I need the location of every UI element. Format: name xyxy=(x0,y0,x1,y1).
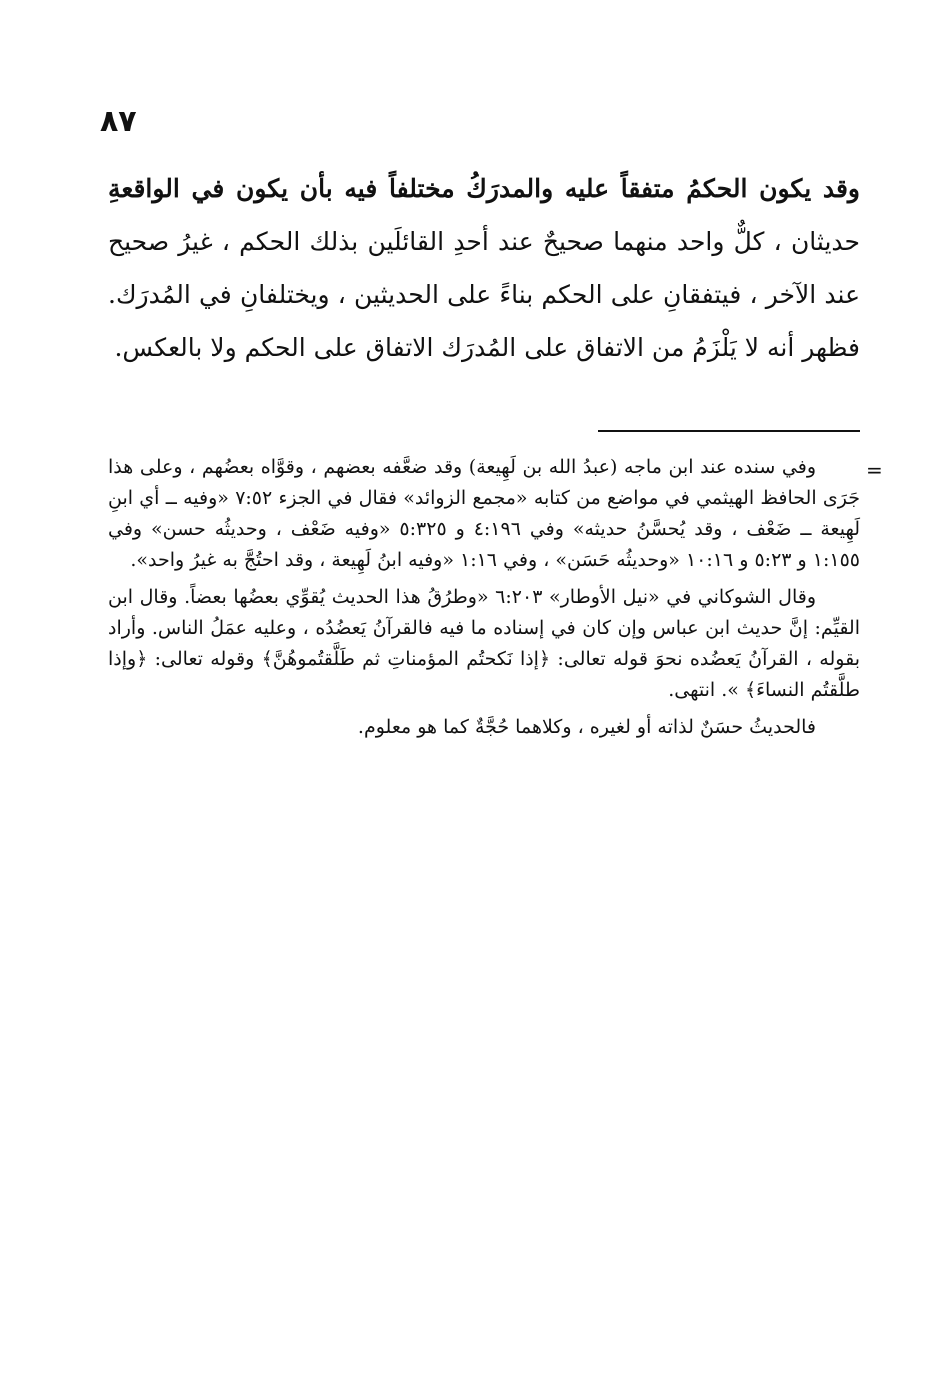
footnote-paragraph-3: فالحديثُ حسَنٌ لذاته أو لغيره ، وكلاهما حُجَّةٌ كما هو معلوم. xyxy=(357,716,816,738)
footnote-paragraph-1: وفي سنده عند ابن ماجه (عبدُ الله بن لَهِيعة) وقد ضعَّفه بعضهم ، وقوَّاه بعضُهم ، وعلى هذا جَرَى الحافظ الهيثمي في مواضع من كتابه «مجمع الزوائد» فقال في الجزء ٧:٥٢ «وفيه ــ أي ابنِ لَهِيعة ــ ضَعْف ، وقد يُحسَّنُ حديثه» وفي ٤:١٩٦ و ٥:٣٢٥ «وفيه ضَعْف ، وحديثُه حسن» وفي ١:١٥٥ و ٥:٢٣ و ١٠:١٦ «وحديثُه حَسَن» ، وفي ١:١٦ «وفيه ابنُ لَهِيعة ، وقد احتُجَّ به غيرُ واحد». xyxy=(108,456,860,571)
page-number: ٨٧ xyxy=(100,104,137,139)
footnote-paragraph-2: وقال الشوكاني في «نيل الأوطار» ٦:٢٠٣ «وطرُقُ هذا الحديث يُقوِّي بعضُها بعضاً. وقال ابن القيِّم: إنَّ حديث ابن عباس وإن كان في إسناده ما فيه فالقرآنُ يَعضُدُه ، وعليه عمَلُ الناس. وأراد بقوله ، القرآنُ يَعضُده نحوَ قوله تعالى: ﴿إذا نَكحتُم المؤمناتِ ثم طَلَّقتُموهُنَّ﴾ وقوله تعالى: ﴿وإذا طلَّقتُم النساءَ﴾ ». انتهى. xyxy=(108,586,860,701)
main-paragraph-opening: وقد يكون الحكمُ متفقاً عليه والمدرَكُ مختلفاً فيه بأن يكون في الواقعةِ xyxy=(108,174,860,203)
footnote-continuation-mark: = xyxy=(866,458,883,482)
footnote-separator xyxy=(598,430,860,432)
main-paragraph xyxy=(108,162,860,374)
main-paragraph-body: حديثان ، كلٌّ واحد منهما صحيحٌ عند أحدِ القائلَين بذلك الحكم ، غيرُ صحيح عند الآخر ، فيتفقانِ على الحكم بناءً على الحديثين ، ويختلفانِ في المُدرَك. فظهر أنه لا يَلْزَمُ من الاتفاق على المُدرَك الاتفاق على الحكم ولا بالعكس. xyxy=(108,227,860,362)
footnotes xyxy=(108,452,860,749)
